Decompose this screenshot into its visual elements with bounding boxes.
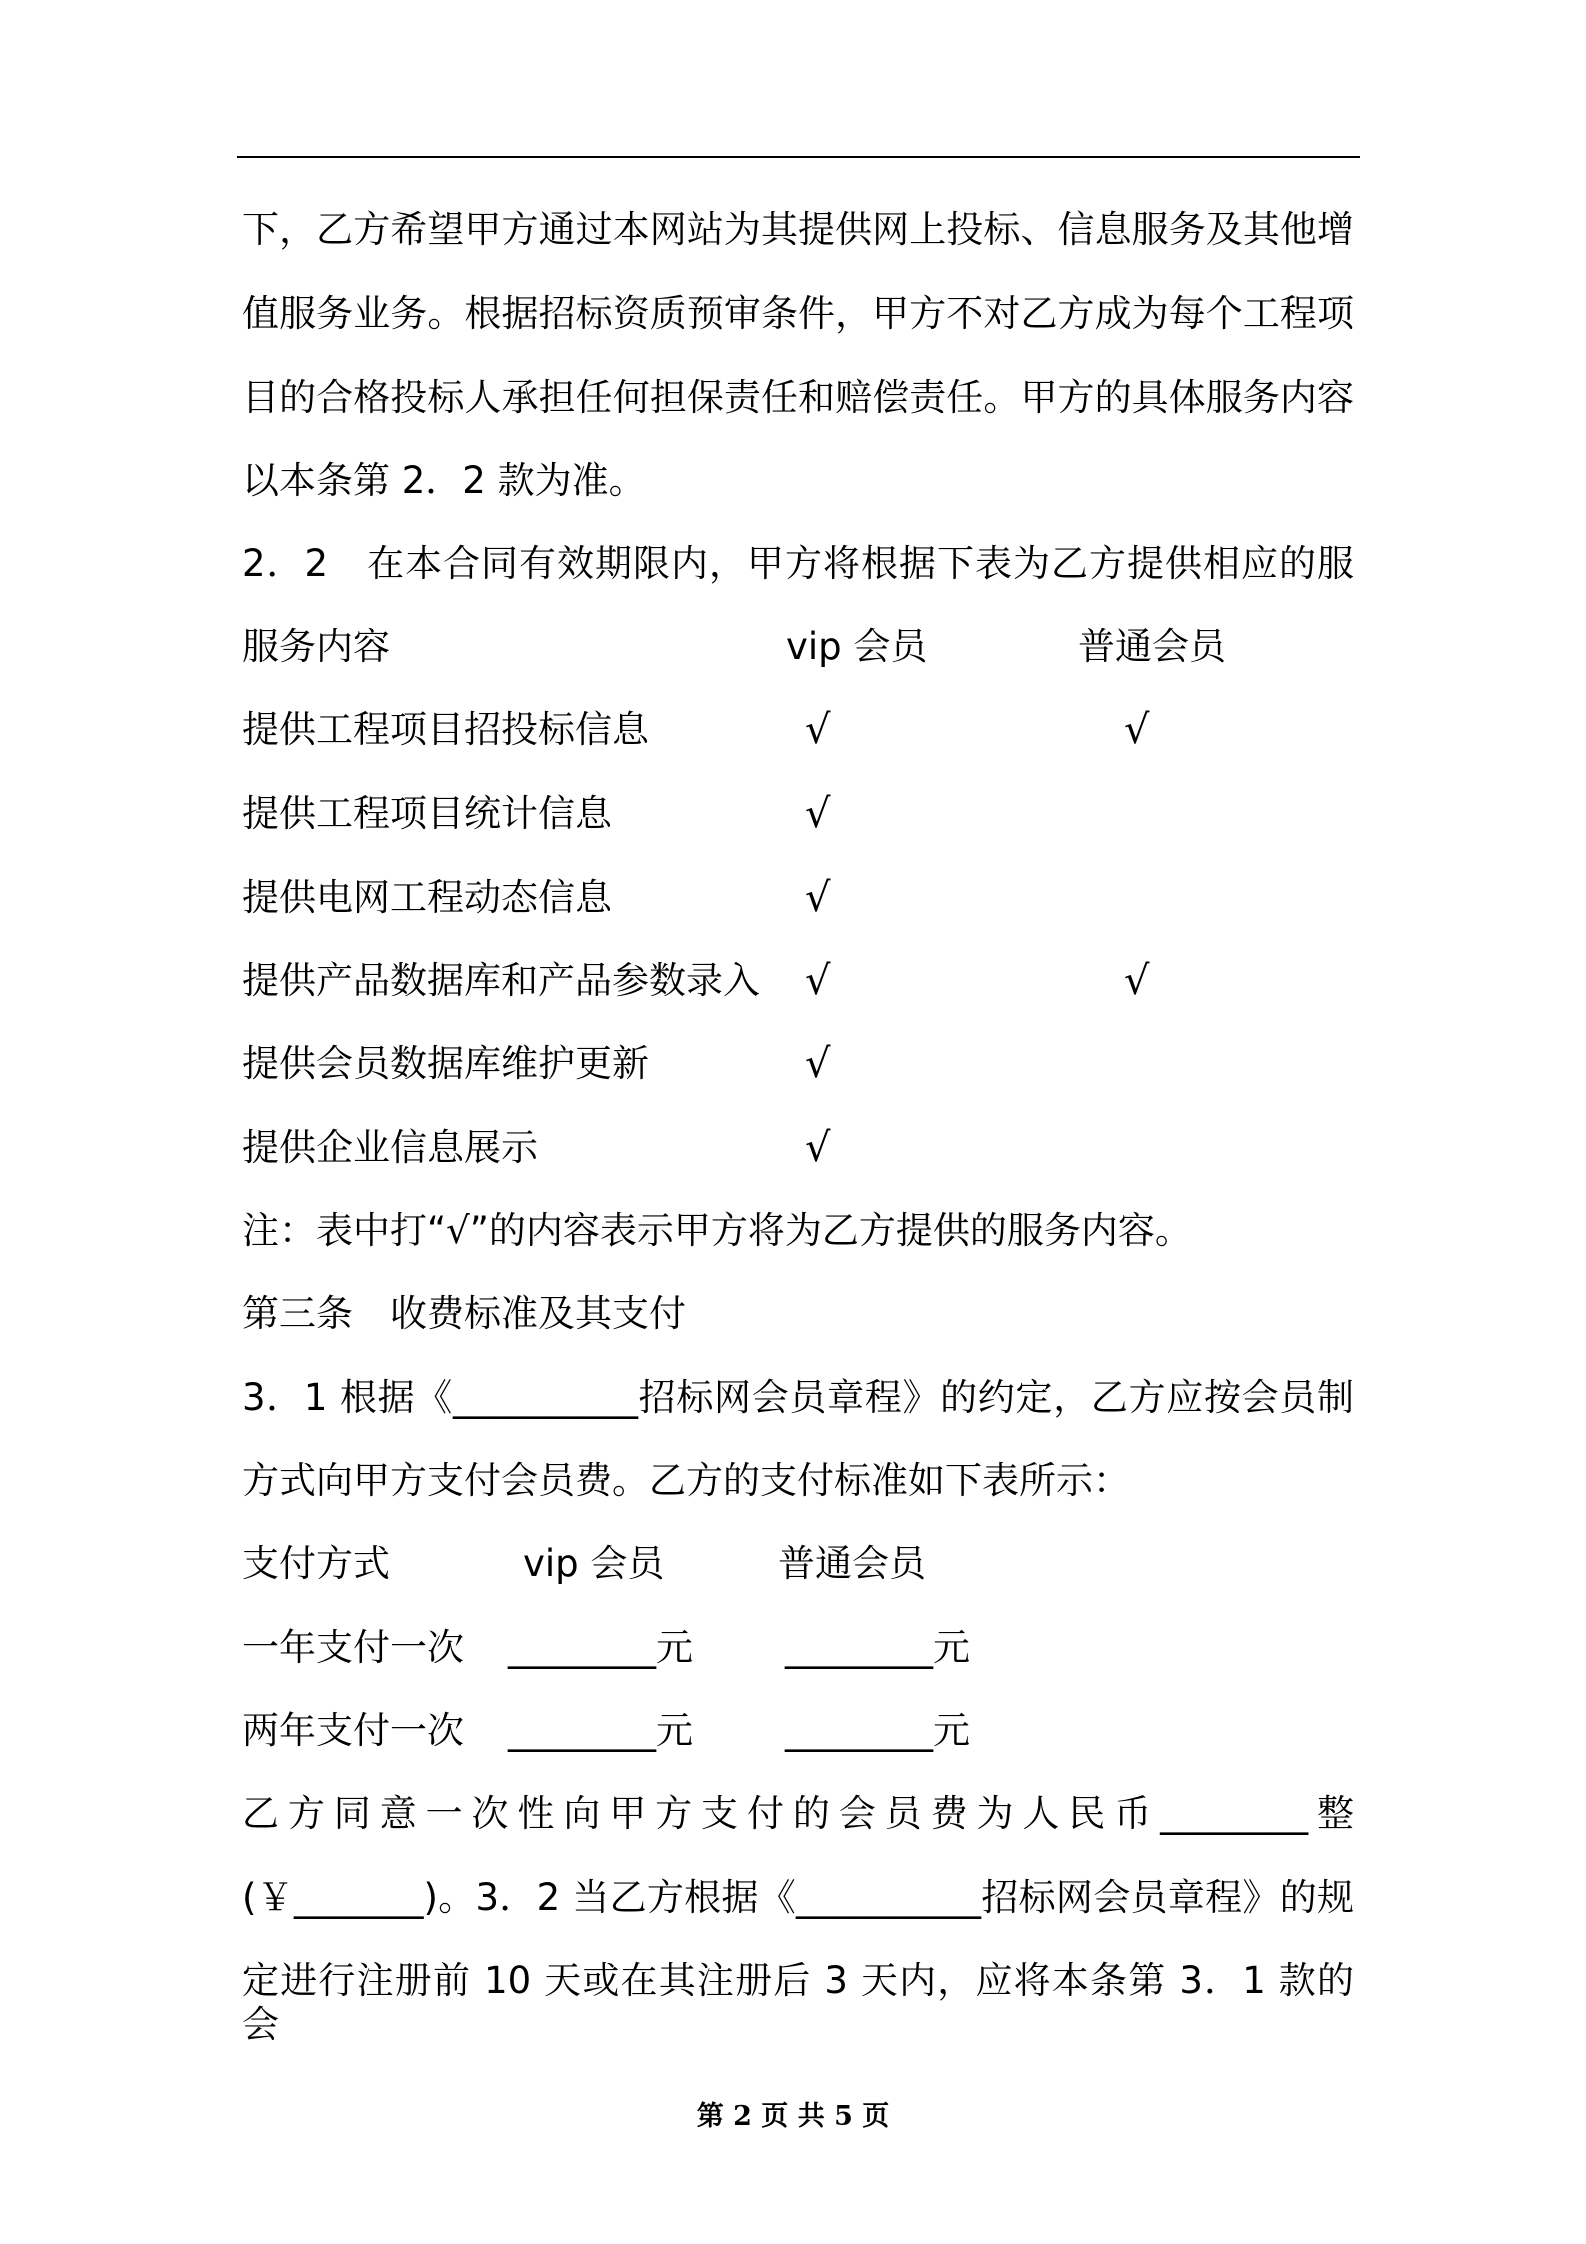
service-table-header-content: 服务内容 (242, 625, 390, 668)
service-row-5-vip-check: √ (805, 1041, 831, 1087)
service-row-6-item: 提供企业信息展示 (242, 1126, 538, 1169)
clause-3-1-line-2: 方式向甲方支付会员费。乙方的支付标准如下表所示： (242, 1459, 1130, 1502)
closing-line-2: (￥_______)。3．2 当乙方根据《__________招标网会员章程》的规 (242, 1876, 1354, 1919)
fee-table-header-method: 支付方式 (242, 1542, 390, 1585)
service-row-1-item: 提供工程项目招投标信息 (242, 708, 649, 751)
service-table-header-normal: 普通会员 (1078, 625, 1226, 668)
fee-row-1-vip: ________元 (508, 1626, 693, 1669)
fee-row-1-normal: ________元 (785, 1626, 970, 1669)
table-note: 注：表中打“√”的内容表示甲方将为乙方提供的服务内容。 (242, 1209, 1192, 1252)
fee-table-header-vip: vip 会员 (523, 1542, 665, 1585)
service-row-5-item: 提供会员数据库维护更新 (242, 1042, 649, 1085)
service-row-4-normal-check: √ (1124, 958, 1150, 1004)
fee-table-header-normal: 普通会员 (778, 1542, 926, 1585)
closing-line-3: 定进行注册前 10 天或在其注册后 3 天内，应将本条第 3．1 款的会 (242, 1959, 1354, 2046)
page-number-footer: 第 2 页 共 5 页 (696, 2101, 890, 2132)
service-row-1-vip-check: √ (805, 707, 831, 753)
service-row-3-item: 提供电网工程动态信息 (242, 876, 612, 919)
service-table-header-vip: vip 会员 (786, 625, 928, 668)
closing-line-1: 乙方同意一次性向甲方支付的会员费为人民币________整 (242, 1792, 1354, 1835)
fee-row-2-normal: ________元 (785, 1709, 970, 1752)
service-row-1-normal-check: √ (1124, 707, 1150, 753)
service-row-4-item: 提供产品数据库和产品参数录入 (242, 959, 760, 1002)
fee-row-1-method: 一年支付一次 (242, 1626, 464, 1669)
service-row-3-vip-check: √ (805, 875, 831, 921)
service-row-6-vip-check: √ (805, 1125, 831, 1171)
paragraph-line-4: 以本条第 2．2 款为准。 (242, 459, 646, 502)
paragraph-line-3: 目的合格投标人承担任何担保责任和赔偿责任。甲方的具体服务内容 (242, 376, 1354, 419)
fee-row-2-method: 两年支付一次 (242, 1709, 464, 1752)
paragraph-line-1: 下，乙方希望甲方通过本网站为其提供网上投标、信息服务及其他增 (242, 208, 1354, 251)
paragraph-line-2: 值服务业务。根据招标资质预审条件，甲方不对乙方成为每个工程项 (242, 292, 1354, 335)
clause-2-2-line: 2．2 在本合同有效期限内，甲方将根据下表为乙方提供相应的服 (242, 542, 1354, 585)
article-3-title: 第三条 收费标准及其支付 (242, 1292, 686, 1335)
service-row-2-item: 提供工程项目统计信息 (242, 792, 612, 835)
fee-row-2-vip: ________元 (508, 1709, 693, 1752)
clause-3-1-line-1: 3．1 根据《__________招标网会员章程》的约定，乙方应按会员制 (242, 1376, 1354, 1419)
header-rule (237, 156, 1360, 158)
service-row-4-vip-check: √ (805, 958, 831, 1004)
service-row-2-vip-check: √ (805, 791, 831, 837)
